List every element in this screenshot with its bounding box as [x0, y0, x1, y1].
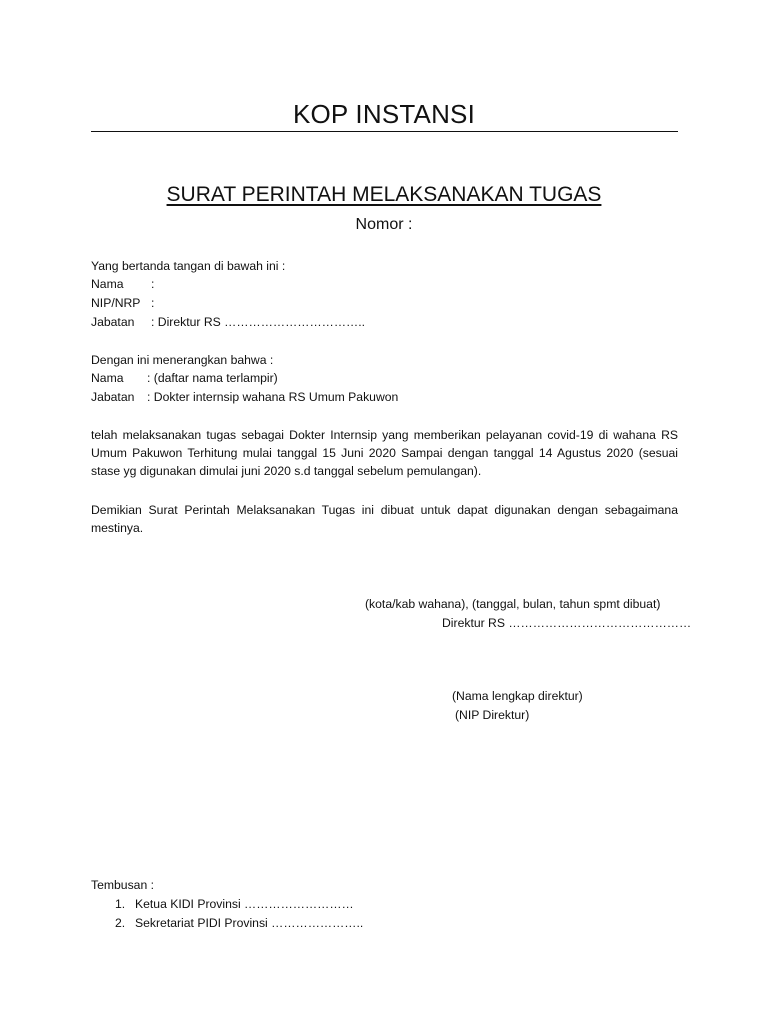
- signer-nip-label: NIP/NRP: [91, 296, 141, 310]
- signer-position-value: : Direktur RS ……………………………..: [151, 315, 365, 329]
- signer-name-value: :: [151, 277, 155, 291]
- statement-intro: Dengan ini menerangkan bahwa :: [91, 353, 274, 367]
- signer-name-label: Nama: [91, 277, 124, 291]
- copy-recipient-number: 2.: [115, 916, 126, 930]
- copy-recipient-text: Sekretariat PIDI Provinsi …………………..: [135, 916, 364, 930]
- director-nip-line: (NIP Direktur): [455, 708, 530, 722]
- document-title: SURAT PERINTAH MELAKSANAKAN TUGAS: [166, 183, 602, 206]
- closing-paragraph: Demikian Surat Perintah Melaksanakan Tugas ini dibuat untuk dapat digunakan dengan sebagaimana mestinya.: [91, 503, 678, 535]
- task-paragraph: telah melaksanakan tugas sebagai Dokter Internsip yang memberikan pelayanan covid-19 di wahana RS Umum Pakuwon Terhitung mulai tanggal 15 Juni 2020 Sampai dengan tanggal 14 Agustus 2020 (sesuai stase yg digunakan dimulai juni 2020 s.d tanggal sebelum pemulangan).: [91, 428, 678, 478]
- copy-recipients-label: Tembusan :: [91, 878, 155, 892]
- place-date-line: (kota/kab wahana), (tanggal, bulan, tahun spmt dibuat): [365, 597, 661, 611]
- copy-recipient-number: 1.: [115, 897, 126, 911]
- signer-intro: Yang bertanda tangan di bawah ini :: [91, 259, 286, 273]
- director-name-line: (Nama lengkap direktur): [452, 689, 583, 703]
- director-title-line: Direktur RS ………………………………………: [442, 616, 692, 630]
- copy-recipient-text: Ketua KIDI Provinsi ………………………: [135, 897, 354, 911]
- letterhead-divider: [91, 131, 678, 132]
- signer-position-label: Jabatan: [91, 315, 135, 329]
- signer-nip-value: :: [151, 296, 155, 310]
- document-number: Nomor :: [355, 216, 413, 233]
- subject-position-label: Jabatan: [91, 390, 135, 404]
- subject-name-label: Nama: [91, 371, 124, 385]
- subject-name-value: : (daftar nama terlampir): [147, 371, 278, 385]
- subject-position-value: : Dokter internsip wahana RS Umum Pakuwon: [147, 390, 399, 404]
- letterhead-title: KOP INSTANSI: [292, 99, 476, 129]
